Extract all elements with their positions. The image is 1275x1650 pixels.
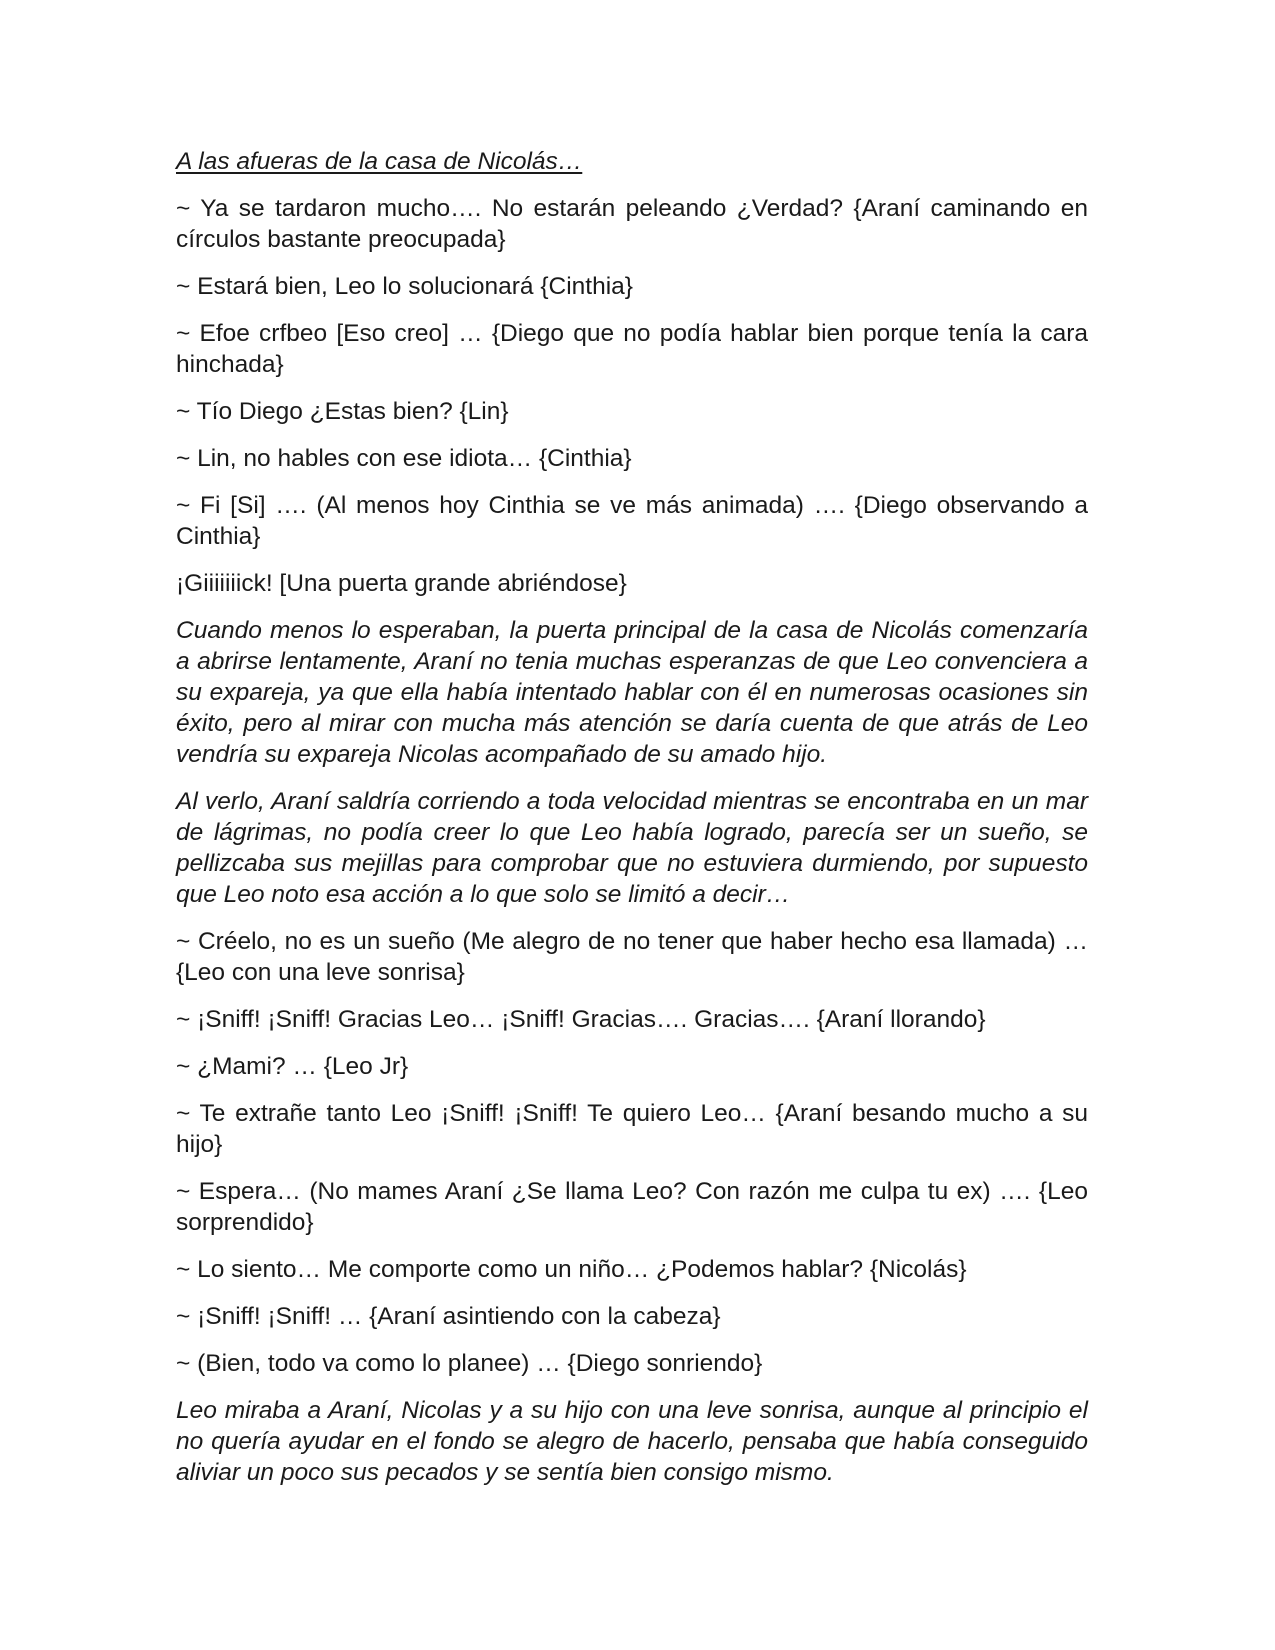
dialogue-line: ~ Lo siento… Me comporte como un niño… ¿Podemos hablar? {Nicolás} [176,1256,967,1283]
dialogue-line: ~ Ya se tardaron mucho…. No estarán peleando ¿Verdad? {Araní caminando en círculos bastante preocupada} [176,195,1088,253]
narration-paragraph: Cuando menos lo esperaban, la puerta principal de la casa de Nicolás comenzaría a abrirse lentamente, Araní no tenia muchas esperanzas de que Leo convenciera a su expareja, ya que ella había intentado hablar con él en numerosas ocasiones sin éxito, pero al mirar con mucha más atención se daría cuenta de que atrás de Leo vendría su expareja Nicolas acompañado de su amado hijo. [176,617,1088,768]
dialogue-line: ~ Lin, no hables con ese idiota… {Cinthia} [176,445,632,472]
dialogue-line: ~ Tío Diego ¿Estas bien? {Lin} [176,398,509,425]
dialogue-line: ~ Te extrañe tanto Leo ¡Sniff! ¡Sniff! Te quiero Leo… {Araní besando mucho a su hijo} [176,1100,1088,1158]
narration-paragraph: Leo miraba a Araní, Nicolas y a su hijo con una leve sonrisa, aunque al principio el no quería ayudar en el fondo se alegro de hacerlo, pensaba que había conseguido aliviar un poco sus pecados y se sentía bien consigo mismo. [176,1397,1088,1486]
dialogue-line: ~ Efoe crfbeo [Eso creo] … {Diego que no podía hablar bien porque tenía la cara hinchada} [176,320,1088,378]
dialogue-line: ~ ¡Sniff! ¡Sniff! Gracias Leo… ¡Sniff! Gracias…. Gracias…. {Araní llorando} [176,1006,986,1033]
narration-paragraph: Al verlo, Araní saldría corriendo a toda velocidad mientras se encontraba en un mar de lágrimas, no podía creer lo que Leo había logrado, parecía ser un sueño, se pellizcaba sus mejillas para comprobar que no estuviera durmiendo, por supuesto que Leo noto esa acción a lo que solo se limitó a decir… [176,788,1088,908]
paragraph-list [176,193,1088,1488]
dialogue-line: ~ ¿Mami? … {Leo Jr} [176,1053,409,1080]
dialogue-line: ¡Giiiiiiick! [Una puerta grande abriéndose} [176,570,627,597]
dialogue-line: ~ (Bien, todo va como lo planee) … {Diego sonriendo} [176,1350,763,1377]
dialogue-line: ~ ¡Sniff! ¡Sniff! … {Araní asintiendo con la cabeza} [176,1303,721,1330]
dialogue-line: ~ Créelo, no es un sueño (Me alegro de no tener que haber hecho esa llamada) … {Leo con una leve sonrisa} [176,928,1088,986]
dialogue-line: ~ Espera… (No mames Araní ¿Se llama Leo? Con razón me culpa tu ex) …. {Leo sorprendido} [176,1178,1088,1236]
dialogue-line: ~ Fi [Si] …. (Al menos hoy Cinthia se ve más animada) …. {Diego observando a Cinthia} [176,492,1088,550]
dialogue-line: ~ Estará bien, Leo lo solucionará {Cinthia} [176,273,633,300]
document-body [176,146,1088,1504]
scene-heading: A las afueras de la casa de Nicolás… [176,148,583,175]
